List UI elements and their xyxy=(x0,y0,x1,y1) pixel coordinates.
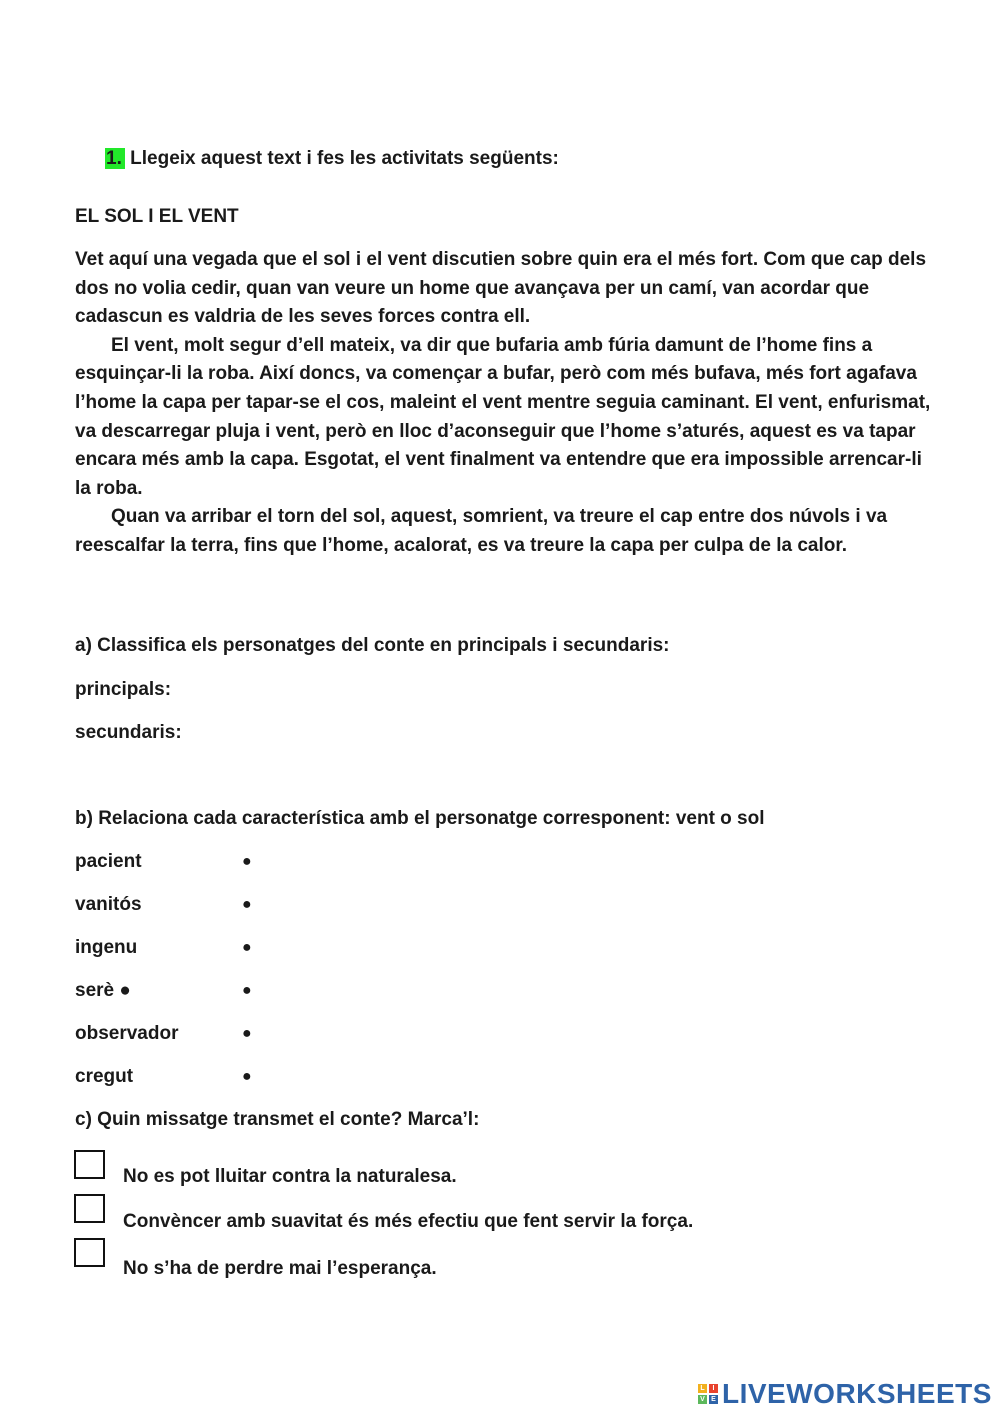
match-dot[interactable]: ● xyxy=(242,1068,252,1085)
match-dot[interactable]: ● xyxy=(242,853,252,870)
story-paragraph: El vent, molt segur d’ell mateix, va dir que bufaria amb fúria damunt de l’home fins a esquinçar-li la roba. Així doncs, va començar a bufar, però com més bufava, més fort agafava l’home la capa per tapar-se el cos, maleint el vent mentre seguia caminant. El vent, enfurismat, va descarregar pluja i vent, però en lloc d’aconseguir que l’home s’aturés, aquest es va tapar encara més amb la capa. Esgotat, el vent finalment va entendre que era impossible arrencar-li la roba. xyxy=(75,334,931,499)
match-dot[interactable]: ● xyxy=(242,1025,252,1042)
story-paragraph: Vet aquí una vegada que el sol i el vent discutien sobre quin era el més fort. Com que cap dels dos no volia cedir, quan van veure un home que avançava per un camí, van acordar que cadascun es valdria de les seves forces contra ell. xyxy=(75,249,927,328)
characteristic-item: serè ● xyxy=(75,980,131,1001)
question-b-prompt: b) Relaciona cada característica amb el personatge corresponent: vent o sol xyxy=(75,808,765,829)
option-checkbox[interactable] xyxy=(74,1150,105,1179)
characteristic-item: vanitós xyxy=(75,894,142,915)
principals-label: principals: xyxy=(75,679,172,700)
characteristic-item: cregut xyxy=(75,1066,134,1087)
story-text xyxy=(75,246,935,561)
characteristic-item: observador xyxy=(75,1023,179,1044)
question-a-prompt: a) Classifica els personatges del conte en principals i secundaris: xyxy=(75,635,670,656)
option-label: No es pot lluitar contra la naturalesa. xyxy=(123,1166,457,1187)
option-label: Convèncer amb suavitat és més efectiu que fent servir la força. xyxy=(123,1211,694,1232)
exercise-instruction: Llegeix aquest text i fes les activitats següents: xyxy=(130,148,559,169)
question-c-prompt: c) Quin missatge transmet el conte? Marca’l: xyxy=(75,1109,480,1130)
match-dot[interactable]: ● xyxy=(242,896,252,913)
logo-mark-icon: L I V E xyxy=(698,1384,718,1404)
characteristic-item: ingenu xyxy=(75,937,138,958)
match-dot[interactable]: ● xyxy=(242,982,252,999)
option-label: No s’ha de perdre mai l’esperança. xyxy=(123,1258,437,1279)
match-dot[interactable]: ● xyxy=(242,939,252,956)
logo-text: LIVEWORKSHEETS xyxy=(722,1378,992,1409)
liveworksheets-logo xyxy=(698,1378,992,1410)
exercise-header xyxy=(105,145,559,174)
exercise-number: 1. xyxy=(105,148,125,169)
story-paragraph: Quan va arribar el torn del sol, aquest, somrient, va treure el cap entre dos núvols i va reescalfar la terra, fins que l’home, acalorat, es va treure la capa per culpa de la calor. xyxy=(75,506,888,556)
option-checkbox[interactable] xyxy=(74,1194,105,1223)
characteristic-item: pacient xyxy=(75,851,142,872)
option-checkbox[interactable] xyxy=(74,1238,105,1267)
secundaris-label: secundaris: xyxy=(75,722,182,743)
story-title: EL SOL I EL VENT xyxy=(75,206,239,227)
